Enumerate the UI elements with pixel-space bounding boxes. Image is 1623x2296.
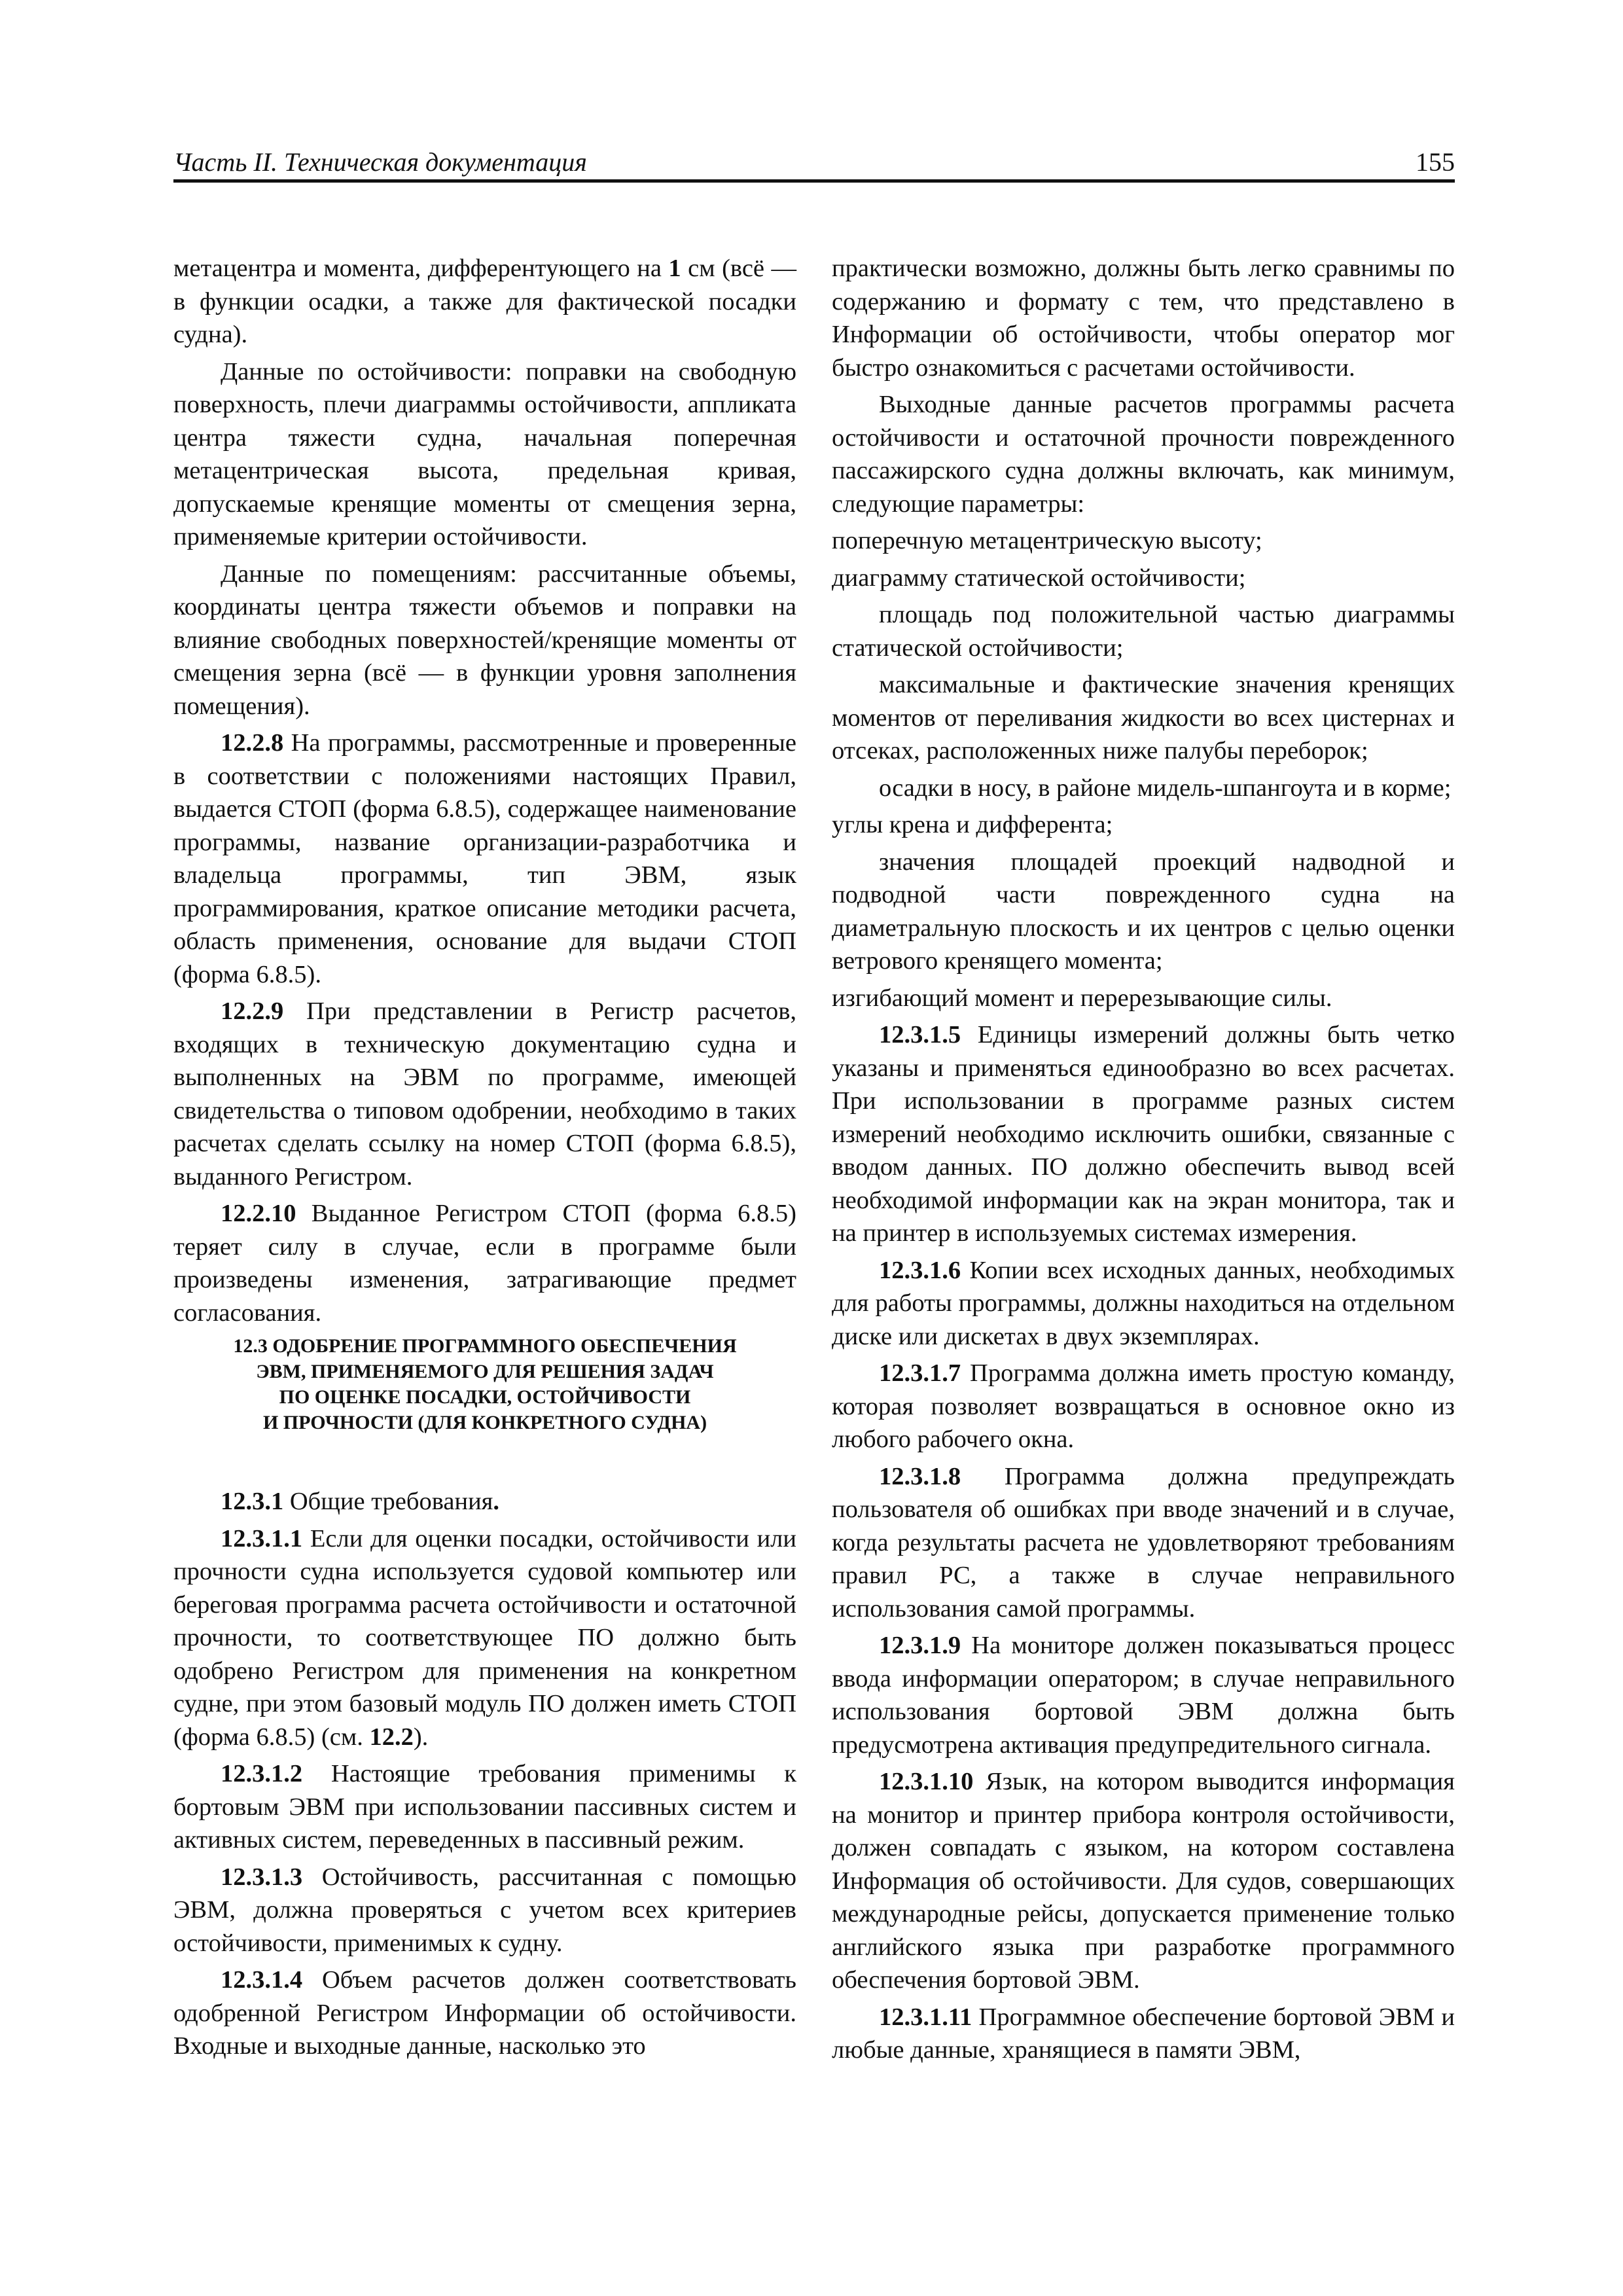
clause-number: 12.2.10 xyxy=(221,1200,296,1227)
clause-text: Единицы измерений должны быть четко указаны и применяться единообразно во всех расчетах. При использовании в программе разных систем измерений необходимо исключить ошибки, связанные с вводом данных. ПО должно обеспечить вывод всей необходимой информации как на экран монитора, так и на принтер в используемых системах измерения. xyxy=(832,1021,1455,1247)
clause-text: Объем расчетов должен соответствовать одобренной Регистром Информации об остойчивости. Входные и выходные данные, насколько это xyxy=(173,1966,796,2060)
paragraph xyxy=(832,2001,1455,2067)
clause-text: Язык, на котором выводится информация на монитор и принтер прибора контроля остойчивости, должен совпадать с языком, на котором составлена Информация об остойчивости. Для судов, совершающих международные рейсы, допускается применение только английского языка при разработке программного обеспечения бортовой ЭВМ. xyxy=(832,1768,1455,1994)
cross-reference: 12.2 xyxy=(369,1723,414,1751)
list-item: значения площадей проекций надводной и подводной части поврежденного судна на диаметральную плоскость и их центров с целью оценки ветрового кренящего момента; xyxy=(832,848,1455,975)
paragraph: Данные по помещениям: рассчитанные объемы, координаты центра тяжести объемов и поправки на влияние свободных поверхностей/кренящие моменты от смещения зерна (всё — в функции уровня заполнения помещения). xyxy=(173,560,796,720)
paragraph: Выходные данные расчетов программы расчета остойчивости и остаточной прочности поврежденного пассажирского судна должны включать, как минимум, следующие параметры: xyxy=(832,391,1455,518)
list-item: осадки в носу, в районе мидель-шпангоута и в корме; xyxy=(879,774,1452,802)
clause-number: 12.3.1.4 xyxy=(221,1966,303,1994)
clause-number: 12.3.1.1 xyxy=(221,1524,303,1552)
paragraph xyxy=(173,726,796,991)
clause-number: 12.3.1.6 xyxy=(879,1256,961,1284)
paragraph xyxy=(173,1861,796,1960)
heading-line: 12.3 ОДОБРЕНИЕ ПРОГРАММНОГО ОБЕСПЕЧЕНИЯ xyxy=(233,1335,737,1357)
page-number: 155 xyxy=(1416,147,1455,177)
left-column xyxy=(173,252,796,2067)
paragraph xyxy=(832,1357,1455,1456)
clause-number: 12.2.8 xyxy=(221,729,284,757)
paragraph xyxy=(173,1197,796,1329)
paragraph xyxy=(832,1765,1455,1997)
list-item: площадь под положительной частью диаграммы статической остойчивости; xyxy=(832,601,1455,662)
spacer xyxy=(173,1439,796,1485)
clause-text: Остойчивость, рассчитанная с помощью ЭВМ, должна проверяться с учетом всех критериев остойчивости, применимых к судну. xyxy=(173,1863,796,1957)
clause-text: На программы, рассмотренные и проверенные в соответствии с положениями настоящих Правил, выдается СТОП (форма 6.8.5), содержащее наименование программы, название организации-разработчика и владельца программы, тип ЭВМ, язык программирования, краткое описание методики расчета, область применения, основание для выдачи СТОП (форма 6.8.5). xyxy=(173,729,796,988)
clause-text: Если для оценки посадки, остойчивости или прочности судна используется судовой компьютер или береговая программа расчета остойчивости и остаточной прочности, то соответствующее ПО должно быть одобрено Регистром для применения на конкретном судне, при этом базовый модуль ПО должен иметь СТОП (форма 6.8.5) (см. xyxy=(173,1524,796,1751)
clause-text: Настоящие требования применимы к бортовым ЭВМ при использовании пассивных систем и активных систем, переведенных в пассивный режим. xyxy=(173,1760,796,1854)
clause-number: 12.3.1.5 xyxy=(879,1021,961,1049)
clause-text: . xyxy=(493,1488,500,1515)
clause-text: Программа должна предупреждать пользователя об ошибках при вводе значений и в случае, когда результаты расчета не удовлетворяют требованиям правил РС, а также в случае неправильного использования самой программы. xyxy=(832,1462,1455,1623)
clause-text: При представлении в Регистр расчетов, входящих в техническую документацию судна и выполненных на ЭВМ по программе, имеющей свидетельства о типовом одобрении, необходимо в таких расчетах сделать ссылку на номер СТОП (форма 6.8.5), выданного Регистром. xyxy=(173,997,796,1191)
paragraph xyxy=(832,1254,1455,1354)
clause-number: 12.2.9 xyxy=(221,997,284,1025)
list-item: диаграмму статической остойчивости; xyxy=(832,564,1246,592)
text-run: см (всё — в функции осадки, а также для фактической посадки судна). xyxy=(173,255,796,348)
right-column xyxy=(832,252,1455,2071)
paragraph xyxy=(173,1485,796,1518)
section-heading xyxy=(173,1333,796,1435)
clause-number: 12.3.1.7 xyxy=(879,1359,961,1387)
clause-number: 12.3.1.10 xyxy=(879,1768,974,1795)
heading-line: ЭВМ, ПРИМЕНЯЕМОГО ДЛЯ РЕШЕНИЯ ЗАДАЧ xyxy=(256,1361,714,1382)
paragraph: практически возможно, должны быть легко сравнимы по содержанию и формату с тем, что представлено в Информации об остойчивости, чтобы оператор мог быстро ознакомиться с расчетами остойчивости. xyxy=(832,255,1455,382)
clause-number: 12.3.1.9 xyxy=(879,1632,961,1659)
list-item: изгибающий момент и перерезывающие силы. xyxy=(832,984,1332,1012)
text-run: метацентра и момента, дифферентующего на xyxy=(173,255,669,282)
paragraph xyxy=(173,252,796,351)
paragraph xyxy=(173,1522,796,1754)
paragraph xyxy=(832,1629,1455,1761)
paragraph xyxy=(173,995,796,1193)
paragraph: Данные по остойчивости: поправки на свободную поверхность, плечи диаграммы остойчивости, аппликата центра тяжести судна, начальная поперечная метацентрическая высота, предельная кривая, допускаемые кренящие моменты от смещения зерна, применяемые критерии остойчивости. xyxy=(173,357,796,550)
clause-text: ). xyxy=(413,1723,429,1751)
heading-line: И ПРОЧНОСТИ (ДЛЯ КОНКРЕТНОГО СУДНА) xyxy=(262,1412,707,1433)
clause-number: 12.3.1 xyxy=(221,1488,284,1515)
heading-line: ПО ОЦЕНКЕ ПОСАДКИ, ОСТОЙЧИВОСТИ xyxy=(279,1386,691,1408)
running-header xyxy=(173,145,1455,183)
clause-text: Общие требования xyxy=(283,1488,493,1515)
clause-text: На мониторе должен показываться процесс ввода информации оператором; в случае неправильного использования бортовой ЭВМ должна быть предусмотрена активация предупредительного сигнала. xyxy=(832,1632,1455,1759)
list-item: поперечную метацентрическую высоту; xyxy=(832,527,1262,554)
paragraph xyxy=(832,1460,1455,1626)
clause-number: 12.3.1.8 xyxy=(879,1462,961,1490)
clause-number: 12.3.1.11 xyxy=(879,2003,972,2031)
text-run: 1 xyxy=(668,255,681,282)
clause-text: Копии всех исходных данных, необходимых для работы программы, должны находиться на отдельном диске или дискетах в двух экземплярах. xyxy=(832,1256,1455,1350)
clause-text: Выданное Регистром СТОП (форма 6.8.5) теряет силу в случае, если в программе были произведены изменения, затрагивающие предмет согласования. xyxy=(173,1200,796,1327)
clause-number: 12.3.1.3 xyxy=(221,1863,303,1891)
list-item: максимальные и фактические значения кренящих моментов от переливания жидкости во всех цистернах и отсеках, расположенных ниже палубы переборок; xyxy=(832,671,1455,764)
paragraph xyxy=(832,1018,1455,1250)
header-title: Часть II. Техническая документация xyxy=(173,147,587,177)
clause-number: 12.3.1.2 xyxy=(221,1760,303,1787)
paragraph xyxy=(173,1757,796,1857)
clause-text: Программа должна иметь простую команду, которая позволяет возвращаться в основное окно из любого рабочего окна. xyxy=(832,1359,1455,1453)
clause-text: Программное обеспечение бортовой ЭВМ и любые данные, хранящиеся в памяти ЭВМ, xyxy=(832,2003,1455,2064)
list-item: углы крена и дифферента; xyxy=(832,811,1113,838)
paragraph xyxy=(173,1964,796,2063)
